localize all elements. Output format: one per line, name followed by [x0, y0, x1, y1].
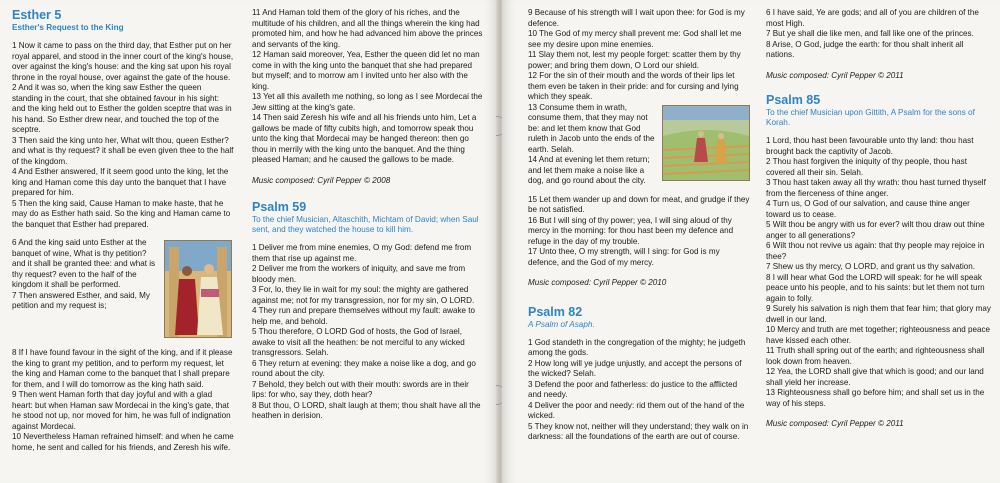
verse: 14 And at evening let them return; and let them make a noise like a dog, and go round about the city.: [528, 155, 650, 185]
verse: 17 Unto thee, O my strength, will I sing: for God is my defence, and the God of my mercy.: [528, 247, 720, 267]
verse: 2 How long will ye judge unjustly, and accept the persons of the wicked? Selah.: [528, 358, 742, 378]
verse: 13 Yet all this availeth me nothing, so long as I see Mordecai the Jew sitting at the king's gate.: [252, 92, 483, 112]
verse: 12 Yea, the LORD shall give that which is good; and our land shall yield her increase.: [766, 367, 984, 387]
psalm59-subtitle: To the chief Musician, Altaschith, Michtam of David; when Saul sent, and they watched the house to kill him.: [252, 215, 479, 234]
psalm59-credit: Music composed: Cyril Pepper © 2010: [528, 278, 667, 287]
verse: 6 They return at evening: they make a noise like a dog, and go round about the city.: [252, 358, 476, 378]
verse: 2 Deliver me from the workers of iniquity, and save me from bloody men.: [252, 264, 466, 284]
esther-column: [12, 8, 234, 453]
verse: 11 And Haman told them of the glory of his riches, and the multitude of his children, and all the things wherein the king had promoted him, and how he had advanced him above the princes and servants of the king.: [252, 8, 483, 49]
verse: 1 Lord, thou hast been favourable unto thy land: thou hast brought back the captivity of Jacob.: [766, 136, 974, 156]
verse: 15 Let them wander up and down for meat, and grudge if they be not satisfied.: [528, 194, 750, 214]
verse: 7 Then answered Esther, and said, My petition and my request is;: [12, 290, 150, 310]
verse: 8 I will hear what God the LORD will speak: for he will speak peace unto his people, and to his saints: but let them not turn again to folly.: [766, 272, 985, 303]
verse: 5 Wilt thou be angry with us for ever? wilt thou draw out thine anger to all generations?: [766, 220, 985, 240]
verse: 7 Behold, they belch out with their mouth: swords are in their lips: for who, say they, doth hear?: [252, 379, 469, 399]
psalm82-credit: Music composed: Cyril Pepper © 2011: [766, 70, 904, 80]
verse: 3 Defend the poor and fatherless: do justice to the afflicted and needy.: [528, 379, 738, 399]
verse: 11 Slay them not, lest my people forget: scatter them by thy power; and bring them down, O Lord our shield.: [528, 50, 741, 70]
verse: 9 Then went Haman forth that day joyful and with a glad heart: but when Haman saw Mordecai in the king's gate, that he stood not up, nor moved for him, he was full of indignation against Mordecai.: [12, 390, 231, 431]
verse: 10 Nevertheless Haman refrained himself: and when he came home, he sent and called for his friends, and Zeresh his wife.: [12, 432, 234, 452]
verse: 4 Turn us, O God of our salvation, and cause thine anger toward us to cease.: [766, 199, 970, 219]
esther-title: Esther 5: [12, 8, 62, 22]
verse: 6 And the king said unto Esther at the banquet of wine, What is thy petition? and it shall be granted thee: and what is thy request? even to the half of the kingdom it shall be performed.: [12, 238, 156, 289]
verse: 3 Then said the king unto her, What wilt thou, queen Esther? and what is thy request? it shall be even given thee to the half of the kingdom.: [12, 135, 234, 166]
verse: 5 They know not, neither will they understand; they walk on in darkness: all the foundations of the earth are out of course.: [528, 421, 749, 441]
verse: 2 Thou hast forgiven the iniquity of thy people, thou hast covered all their sin. Selah.: [766, 157, 967, 177]
verse: 1 God standeth in the congregation of the mighty; he judgeth among the gods.: [528, 337, 746, 357]
verse: 6 I have said, Ye are gods; and all of you are children of the most High.: [766, 8, 979, 28]
verse: 9 Surely his salvation is nigh them that fear him; that glory may dwell in our land.: [766, 304, 991, 324]
psalm-illustration: [662, 105, 750, 181]
verse: 13 Righteousness shall go before him; and shall set us in the way of his steps.: [766, 388, 985, 408]
esther-illustration: [164, 240, 232, 338]
verse: 4 Deliver the poor and needy: rid them out of the hand of the wicked.: [528, 400, 745, 420]
right-page: [502, 0, 1000, 483]
verse: 12 Haman said moreover, Yea, Esther the queen did let no man come in with the king unto the banquet that she had prepared but myself; and to morrow am I invited unto her also with the king.: [252, 50, 480, 91]
left-page: [0, 0, 498, 483]
verse: 4 They run and prepare themselves without my fault: awake to help me, and behold.: [252, 306, 475, 326]
verse: 5 Then the king said, Cause Haman to make haste, that he may do as Esther hath said. So the king and Haman came to the banquet that Esther had prepared.: [12, 198, 231, 229]
verse: 2 And it was so, when the king saw Esther the queen standing in the court, that she obtained favour in his sight: and the king held out to Esther the golden sceptre that was in his hand. So Esther drew near, and touched the top of the sceptre.: [12, 83, 232, 134]
psalm85-subtitle: To the chief Musician upon Gittith, A Psalm for the sons of Korah.: [766, 108, 975, 127]
psalm85-credit: Music composed: Cyril Pepper © 2011: [766, 419, 904, 428]
esther-subtitle: Esther's Request to the King: [12, 23, 124, 32]
psalm85-title: Psalm 85: [766, 93, 821, 107]
verse: 12 For the sin of their mouth and the words of their lips let them even be taken in their pride: and for cursing and lying which they speak.: [528, 71, 739, 101]
verse: 8 But thou, O LORD, shalt laugh at them; thou shalt have all the heathen in derision.: [252, 400, 481, 420]
verse: 5 Thou therefore, O LORD God of hosts, the God of Israel, awake to visit all the heathen: be not merciful to any wicked transgressors. Selah.: [252, 327, 465, 357]
psalm59-title: Psalm 59: [252, 200, 307, 214]
verse: 8 If I have found favour in the sight of the king, and if it please the king to grant my petition, and to perform my request, let the king and Haman come to the banquet that I shall prepare for them, and I will do tomorrow as the king hath said.: [12, 348, 233, 389]
verse: 7 Shew us thy mercy, O LORD, and grant us thy salvation.: [766, 262, 976, 271]
verse: 3 Thou hast taken away all thy wrath: thou hast turned thyself from the fierceness of thine anger.: [766, 178, 986, 198]
verse: 1 Deliver me from mine enemies, O my God: defend me from them that rise up against me.: [252, 243, 472, 263]
verse: 7 But ye shall die like men, and fall like one of the princes.: [766, 29, 974, 38]
esther-psalm59-column: [252, 8, 484, 422]
verse: 1 Now it came to pass on the third day, that Esther put on her royal apparel, and stood in the inner court of the king's house, over against the king's house: and the king sat upon his royal throne in the royal house, over against the gate of the house.: [12, 41, 234, 82]
verse: 3 For, lo, they lie in wait for my soul: the mighty are gathered against me; not for my transgression, nor for my sin, O LORD.: [252, 285, 475, 305]
verse: 8 Arise, O God, judge the earth: for thou shalt inherit all nations.: [766, 39, 964, 59]
verse: 6 Wilt thou not revive us again: that thy people may rejoice in thee?: [766, 241, 985, 261]
psalm82-title: Psalm 82: [528, 304, 583, 319]
verse: 10 Mercy and truth are met together; righteousness and peace have kissed each other.: [766, 325, 991, 345]
psalm82-psalm85-column: [766, 8, 992, 430]
verse: 10 The God of my mercy shall prevent me: God shall let me see my desire upon mine enemies.: [528, 29, 742, 49]
verse: 11 Truth shall spring out of the earth; and righteousness shall look down from heaven.: [766, 346, 985, 366]
verse: 16 But I will sing of thy power; yea, I will sing aloud of thy mercy in the morning: for thou hast been my defence and refuge in the day of my trouble.: [528, 215, 734, 246]
psalm59-psalm82-column: [528, 8, 752, 443]
verse: 4 And Esther answered, If it seem good unto the king, let the king and Haman come this day unto the banquet that I have prepared for him.: [12, 167, 229, 197]
verse: 9 Because of his strength will I wait upon thee: for God is my defence.: [528, 8, 745, 28]
psalm82-subtitle: A Psalm of Asaph.: [528, 319, 595, 329]
verse: 13 Consume them in wrath, consume them, that they may not be: and let them know that God ruleth in Jacob unto the ends of the earth. Selah.: [528, 102, 655, 154]
esther-credit: Music composed: Cyril Pepper © 2008: [252, 175, 391, 185]
verse: 14 Then said Zeresh his wife and all his friends unto him, Let a gallows be made of fifty cubits high, and tomorrow speak thou unto the king that Mordecai may be hanged thereon: then go thou in merrily with the king unto the banquet. And the thing pleased Haman; and he caused the gallows to be made.: [252, 113, 477, 164]
